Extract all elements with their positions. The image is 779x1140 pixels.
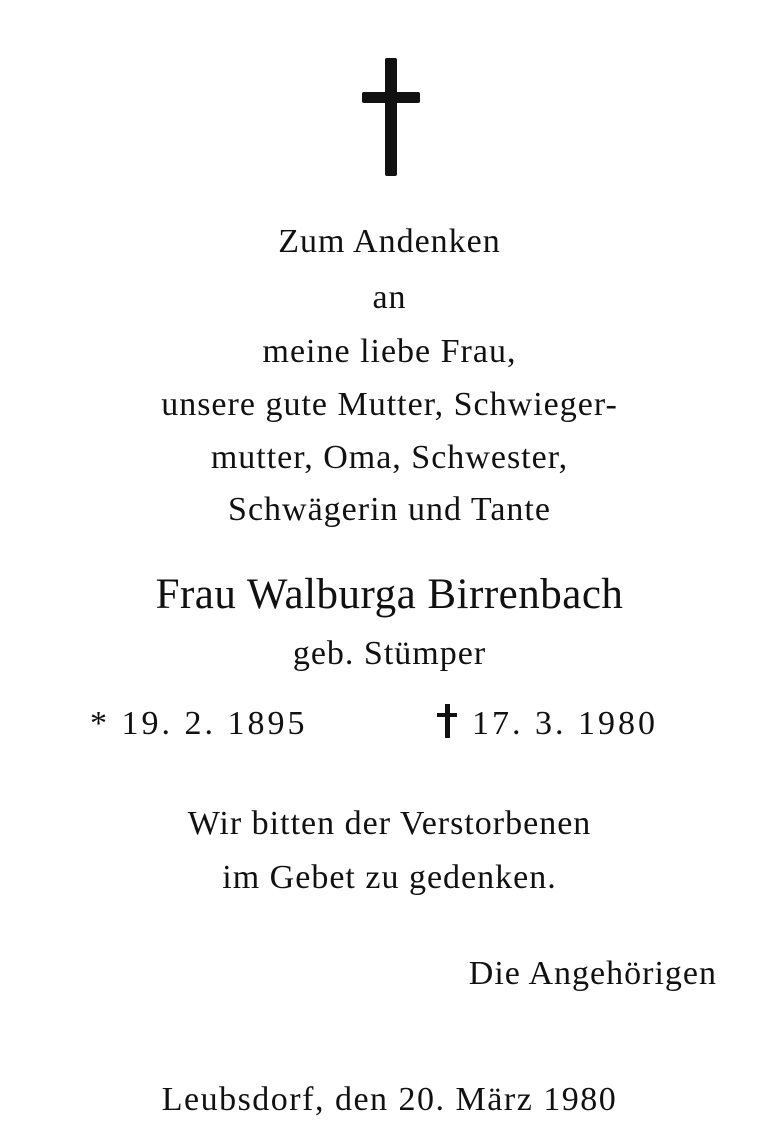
intro-line: Schwägerin und Tante xyxy=(228,491,551,528)
death-info xyxy=(436,704,658,744)
intro-line: unsere gute Mutter, Schwieger- xyxy=(161,386,618,423)
death-cross-icon xyxy=(436,704,458,738)
maiden-name: geb. Stümper xyxy=(292,635,487,672)
death-date: 17. 3. 1980 xyxy=(472,705,658,742)
cross-icon xyxy=(362,58,420,176)
place-date: Leubsdorf, den 20. März 1980 xyxy=(161,1081,618,1118)
birth-date: 19. 2. 1895 xyxy=(121,705,308,742)
intro-line: an xyxy=(372,279,407,316)
birth-star-icon: * xyxy=(90,705,110,742)
signature-relatives: Die Angehörigen xyxy=(468,955,717,992)
deceased-name: Frau Walburga Birrenbach xyxy=(155,571,624,618)
prayer-line: Wir bitten der Verstorbenen xyxy=(187,805,592,842)
birth-info xyxy=(90,704,308,744)
intro-line: Zum Andenken xyxy=(278,223,501,260)
intro-line: meine liebe Frau, xyxy=(262,333,517,370)
prayer-line: im Gebet zu gedenken. xyxy=(222,859,557,896)
intro-line: mutter, Oma, Schwester, xyxy=(210,439,569,476)
